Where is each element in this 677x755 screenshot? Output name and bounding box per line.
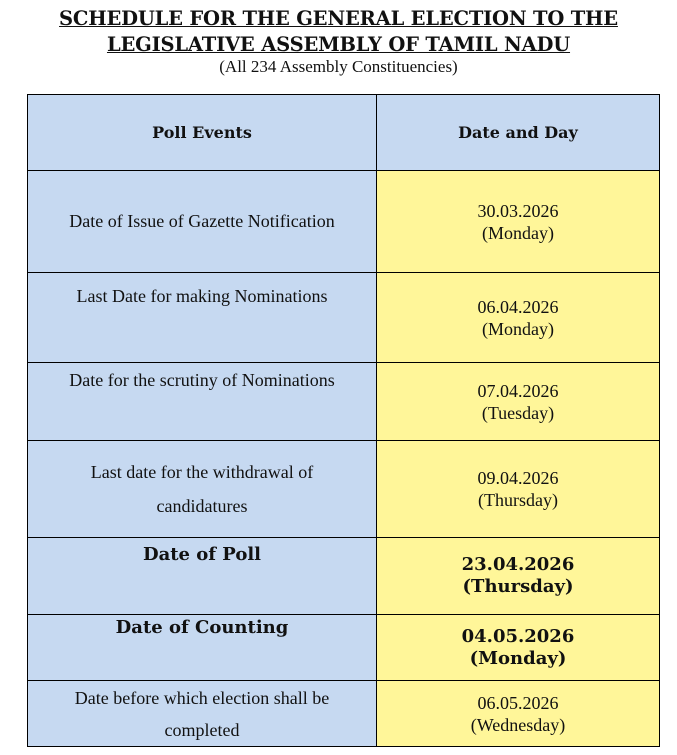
table-row <box>28 273 660 363</box>
event-label: Date for the scrutiny of Nominations <box>69 370 335 390</box>
date-cell <box>377 441 660 538</box>
date-cell <box>377 273 660 363</box>
document-title-line2: LEGISLATIVE ASSEMBLY OF TAMIL NADU <box>106 33 571 56</box>
event-label: Date of Poll <box>142 544 262 565</box>
event-label-line1: Date before which election shall be <box>74 687 330 708</box>
header-date-and-day: Date and Day <box>377 95 660 171</box>
table-header-row <box>28 95 660 171</box>
event-cell <box>28 363 377 441</box>
day-value: (Tuesday) <box>481 402 555 423</box>
date-value: 23.04.2026 <box>461 554 575 575</box>
table-row <box>28 363 660 441</box>
table-row <box>28 538 660 615</box>
date-cell <box>377 363 660 441</box>
day-value: (Monday) <box>469 647 567 669</box>
date-value: 07.04.2026 <box>477 380 559 401</box>
table-row <box>28 615 660 681</box>
header-poll-events: Poll Events <box>28 95 377 171</box>
day-value: (Thursday) <box>478 490 558 510</box>
document-subtitle: (All 234 Assembly Constituencies) <box>219 57 458 76</box>
day-value: (Monday) <box>482 318 554 339</box>
event-label-line1: Last date for the withdrawal of <box>90 462 314 482</box>
table-row <box>28 171 660 273</box>
schedule-table <box>27 94 660 747</box>
table-row <box>28 441 660 538</box>
event-cell <box>28 441 377 538</box>
event-label-line2: candidatures <box>156 496 248 516</box>
event-cell <box>28 615 377 681</box>
event-cell <box>28 538 377 615</box>
day-value: (Monday) <box>482 222 554 243</box>
date-value: 06.05.2026 <box>477 692 559 713</box>
date-cell <box>377 171 660 273</box>
date-cell <box>377 681 660 747</box>
day-value: (Thursday) <box>462 576 574 597</box>
date-value: 30.03.2026 <box>477 200 559 221</box>
event-cell: Date of Issue of Gazette Notification <box>28 171 377 273</box>
event-cell <box>28 681 377 747</box>
event-label-line2: completed <box>164 719 240 740</box>
date-value: 09.04.2026 <box>477 468 559 488</box>
day-value: (Wednesday) <box>470 714 566 735</box>
date-value: 06.04.2026 <box>477 296 559 317</box>
event-label: Date of Counting <box>115 617 289 638</box>
event-label: Last Date for making Nominations <box>76 286 328 306</box>
event-cell <box>28 273 377 363</box>
table-row <box>28 681 660 747</box>
date-cell <box>377 615 660 681</box>
date-cell <box>377 538 660 615</box>
date-value: 04.05.2026 <box>461 625 575 647</box>
document-title-line1: SCHEDULE FOR THE GENERAL ELECTION TO THE <box>59 7 618 30</box>
